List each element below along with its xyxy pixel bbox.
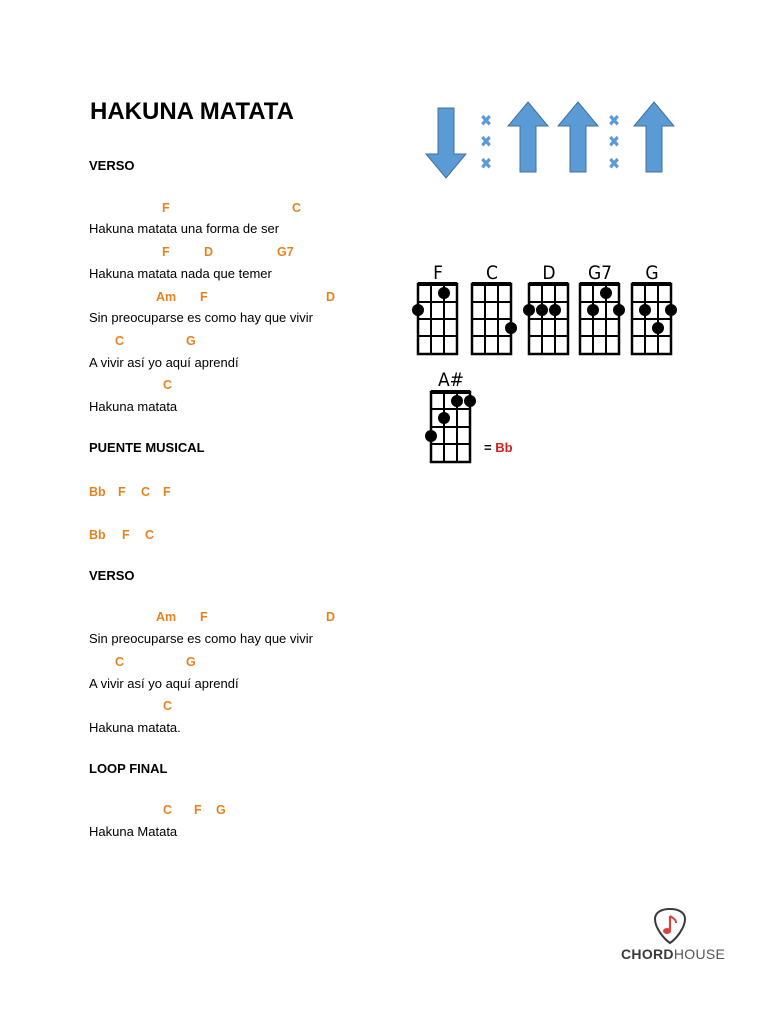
lyric-line: Hakuna matata nada que temer	[89, 266, 272, 281]
mute-x-mark: ✖	[479, 111, 493, 130]
chord-diagram-label: D	[542, 262, 556, 284]
chord-diagram-g	[632, 262, 677, 354]
chord-diagram-label: F	[433, 262, 443, 284]
mute-strum-icon	[480, 111, 492, 173]
chord-label: F	[163, 485, 171, 499]
chord-label: Bb	[89, 485, 106, 499]
lyric-line: A vivir así yo aquí aprendí	[89, 355, 239, 370]
lyric-line: A vivir así yo aquí aprendí	[89, 676, 239, 691]
chord-label: F	[122, 528, 130, 542]
section-heading-verso: VERSO	[89, 568, 135, 583]
chord-label: F	[162, 201, 170, 215]
chordhouse-pick-logo-icon	[651, 906, 689, 946]
equivalent-chord-name: Bb	[495, 440, 513, 455]
chord-label: G	[216, 803, 226, 817]
section-heading-puente: PUENTE MUSICAL	[89, 440, 205, 455]
chord-diagram-c	[472, 262, 517, 354]
mute-x-mark: ✖	[607, 154, 621, 173]
logo-text-light: HOUSE	[673, 946, 726, 962]
strumming-pattern	[420, 98, 680, 182]
chord-diagram-a-sharp	[425, 369, 476, 462]
chord-label: F	[162, 245, 170, 259]
chord-diagram-label: A#	[437, 369, 465, 391]
down-arrow-icon	[426, 108, 466, 178]
chord-label: F	[118, 485, 126, 499]
lyric-line: Hakuna Matata	[89, 824, 178, 839]
chord-label: F	[200, 290, 208, 304]
chord-label: F	[200, 610, 208, 624]
up-arrow-icon	[558, 102, 598, 172]
lyric-line: Hakuna matata una forma de ser	[89, 221, 280, 236]
lyric-line: Sin preocuparse es como hay que vivir	[89, 631, 314, 646]
chordhouse-logo-text	[621, 946, 725, 962]
chord-label: C	[163, 699, 173, 713]
mute-x-mark: ✖	[479, 132, 493, 151]
section-heading-loop: LOOP FINAL	[89, 761, 168, 776]
chord-diagram-label: G7	[587, 262, 613, 284]
chord-label: C	[163, 378, 173, 392]
mute-strum-icon	[608, 111, 620, 173]
chord-equivalence	[484, 440, 513, 456]
section-heading-verso: VERSO	[89, 158, 135, 173]
mute-x-mark: ✖	[607, 111, 621, 130]
song-title: HAKUNA MATATA	[90, 98, 294, 125]
lyric-line: Hakuna matata	[89, 399, 178, 414]
chord-diagram-label: C	[486, 262, 498, 284]
chord-label: D	[204, 245, 214, 259]
chord-label: Am	[156, 290, 177, 304]
chord-label: D	[326, 610, 336, 624]
up-arrow-icon	[634, 102, 674, 172]
chord-label: C	[145, 528, 155, 542]
chord-label: Bb	[89, 528, 106, 542]
mute-x-mark: ✖	[607, 132, 621, 151]
equals-sign: =	[484, 440, 492, 455]
chord-label: G7	[277, 245, 294, 259]
chord-label: C	[163, 803, 173, 817]
lyric-line: Sin preocuparse es como hay que vivir	[89, 310, 314, 325]
mute-x-mark: ✖	[479, 154, 493, 173]
chord-label: D	[326, 290, 336, 304]
chord-label: Am	[156, 610, 177, 624]
chord-label: F	[194, 803, 202, 817]
up-arrow-icon	[508, 102, 548, 172]
chord-diagram-d	[523, 262, 568, 354]
chord-label: C	[115, 334, 125, 348]
logo-text-bold: CHORD	[621, 946, 674, 962]
lyric-line: Hakuna matata.	[89, 720, 181, 735]
chord-diagram-g7	[580, 262, 625, 354]
chord-label: C	[115, 655, 125, 669]
chord-label: C	[292, 201, 302, 215]
chord-label: G	[186, 334, 196, 348]
chord-label: G	[186, 655, 196, 669]
chord-diagram-f	[412, 262, 457, 354]
chord-diagrams	[408, 256, 678, 466]
chord-diagram-label: G	[645, 262, 659, 284]
chord-label: C	[141, 485, 151, 499]
